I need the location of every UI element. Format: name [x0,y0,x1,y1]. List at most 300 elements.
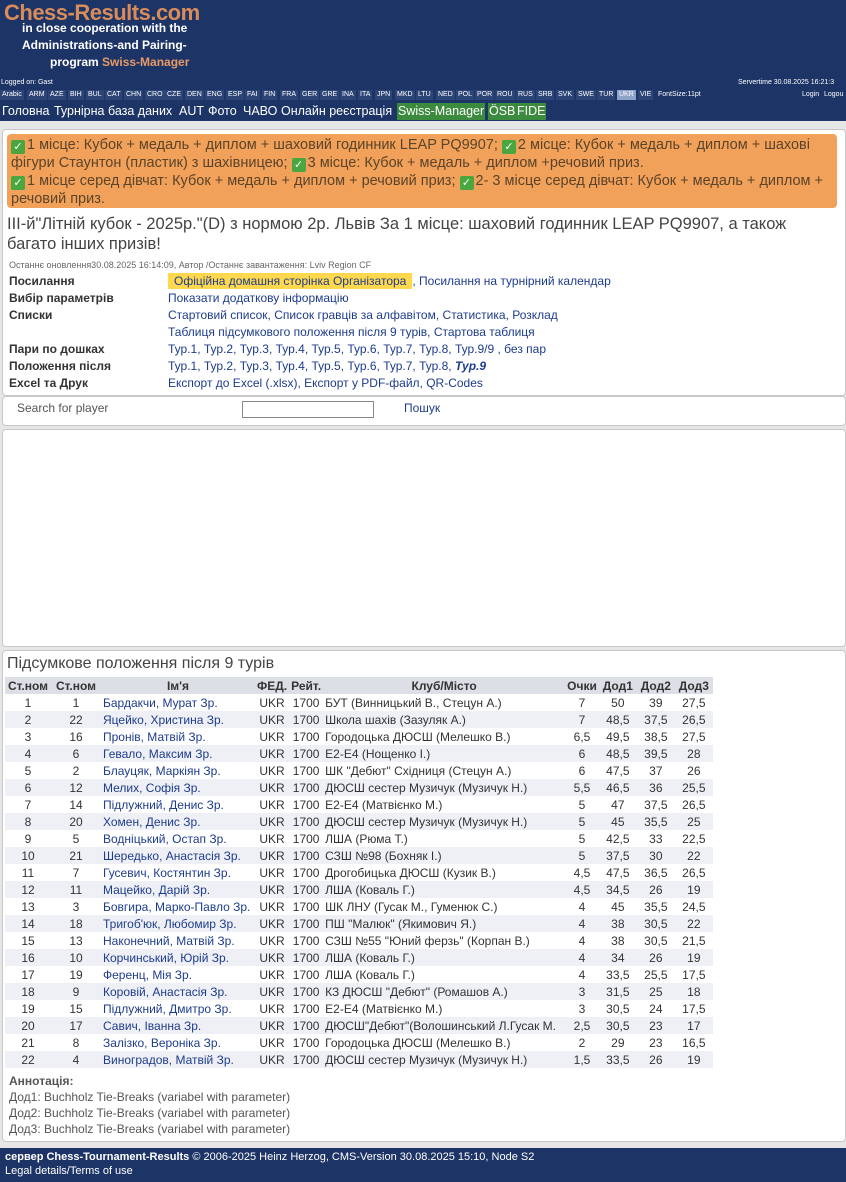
table-cell: 4 [565,898,599,915]
table-cell: UKR [255,1017,289,1034]
table-cell: 5 [565,813,599,830]
lang-eng[interactable]: ENG [207,91,223,98]
table-cell: 1700 [289,932,323,949]
ad-area [2,429,846,647]
player-name-link[interactable]: Коровій, Анастасія Зр. [101,983,255,1000]
table-cell: 4 [565,949,599,966]
footer-copyright: © 2006-2025 Heinz Herzog, CMS-Version 30.08.2025 15:10, Node S2 [192,1151,535,1163]
table-cell: UKR [255,830,289,847]
table-cell: 26,5 [675,711,713,728]
col-club[interactable]: Клуб/Місто [323,677,565,694]
lang-aze[interactable]: AZE [50,91,64,98]
logo-swiss-manager: Swiss-Manager [102,55,190,69]
table-cell: 24,5 [675,898,713,915]
table-cell: 1700 [289,694,323,711]
lang-rus[interactable]: RUS [518,91,533,98]
nav-faq[interactable]: ЧАВО [243,104,278,118]
table-cell: 29 [599,1034,637,1051]
table-cell: UKR [255,813,289,830]
player-name-link[interactable]: Блауцяк, Маркіян Зр. [101,762,255,779]
player-name-link[interactable]: Шередько, Анастасія Зр. [101,847,255,864]
legal-link[interactable]: Legal details/Terms of use [5,1165,133,1177]
table-cell: 25,5 [675,779,713,796]
table-cell: UKR [255,1051,289,1068]
table-cell: 14 [5,915,51,932]
site-header [0,0,846,78]
col-tb1[interactable]: Дод1 [599,677,637,694]
pairings-links[interactable]: Тур.1, Тур.2, Тур.3, Тур.4, Тур.5, Тур.6, Тур.7, Тур.8, Тур.9/9 , без пар [168,342,547,356]
table-cell: 9 [5,830,51,847]
last-updated: Останнє оновлення30.08.2025 16:14:09, Автор /Останнє завантаження: Lviv Region CF [9,260,372,270]
site-footer [0,1148,846,1182]
table-cell: UKR [255,796,289,813]
table-cell: 30,5 [637,932,675,949]
lang-rou[interactable]: ROU [497,91,513,98]
table-cell: СЗШ №55 "Юний ферзь" (Корпан В.) [323,932,565,949]
col-tb2[interactable]: Дод2 [637,677,675,694]
table-cell: 1700 [289,762,323,779]
lang-svk[interactable]: SVK [558,91,573,98]
table-cell: 5 [565,847,599,864]
table-cell: 26 [637,881,675,898]
nav-osb[interactable]: ÖSB [489,104,516,118]
lang-gre[interactable]: GRE [322,91,338,98]
table-cell: 28 [675,745,713,762]
table-row [5,847,713,864]
servertime-text: Servertime 30.08.2025 16:21:3 [738,79,835,86]
links-label: Посилання [9,274,75,288]
table-cell: 2,5 [565,1017,599,1034]
table-cell: 48,5 [599,711,637,728]
table-row [5,1051,713,1068]
table-cell: 1700 [289,949,323,966]
table-row [5,949,713,966]
table-cell: 8 [51,1034,101,1051]
lang-ukr[interactable]: UKR [619,91,634,98]
table-cell: 1700 [289,1051,323,1068]
table-cell: 1,5 [565,1051,599,1068]
lang-chn[interactable]: CHN [126,91,142,98]
show-more-info-link[interactable]: Показати додаткову інформацію [168,291,349,305]
table-cell: 38 [599,915,637,932]
table-cell: 26 [675,762,713,779]
lang-bih[interactable]: BIH [70,91,82,98]
export-links[interactable]: Експорт до Excel (.xlsx), Експорт у PDF-файл, QR-Codes [168,376,483,390]
standings-round-links[interactable]: Тур.1, Тур.2, Тур.3, Тур.4, Тур.5, Тур.6, Тур.7, Тур.8, [168,359,452,373]
lang-swe[interactable]: SWE [578,91,594,98]
player-name-link[interactable]: Мелих, Софія Зр. [101,779,255,796]
table-cell: 5 [565,830,599,847]
table-cell: 45 [599,813,637,830]
table-cell: ЛША (Рюма Т.) [323,830,565,847]
login-link[interactable]: Login [802,91,820,98]
table-cell: 1700 [289,966,323,983]
table-header [5,677,713,694]
table-cell: 18 [675,983,713,1000]
table-cell: 1700 [289,830,323,847]
player-name-link[interactable]: Залізко, Вероніка Зр. [101,1034,255,1051]
table-cell: 7 [565,711,599,728]
table-cell: 25,5 [637,966,675,983]
table-row [5,813,713,830]
table-cell: 27,5 [675,728,713,745]
footer-server: сервер Chess-Tournament-Results [5,1151,190,1163]
lang-pol[interactable]: POL [458,91,473,98]
lang-tur[interactable]: TUR [599,91,614,98]
table-cell: 22 [675,915,713,932]
lang-jpn[interactable]: JPN [377,91,391,98]
table-cell: 39 [637,694,675,711]
prize-2: 2 місце: Кубок + медаль + диплом + [517,137,761,153]
table-cell: 1700 [289,1034,323,1051]
table-cell: 6 [51,745,101,762]
table-cell: Школа шахів (Зазуляк А.) [323,711,565,728]
table-cell: 17 [675,1017,713,1034]
table-cell: 37,5 [637,711,675,728]
player-name-link[interactable]: Підлужний, Денис Зр. [101,796,255,813]
table-cell: UKR [255,915,289,932]
site-logo[interactable]: Chess-Results.com [4,0,200,25]
col-fed[interactable]: ФЕД. [257,678,288,693]
table-cell: 4 [5,745,51,762]
table-cell: 1 [5,694,51,711]
standings-after-label: Положення після [9,359,112,373]
nav-swiss-manager[interactable]: Swiss-Manager [398,104,485,118]
player-name-link[interactable]: Савич, Іванна Зр. [101,1017,255,1034]
table-cell: ПШ "Малюк" (Якимович Я.) [323,915,565,932]
table-cell: 5 [51,830,101,847]
table-cell: ЛША (Коваль Г.) [323,881,565,898]
table-row [5,1034,713,1051]
table-cell: 2 [51,762,101,779]
table-cell: 4,5 [565,881,599,898]
player-name-link[interactable]: Гусевич, Костянтин Зр. [101,864,255,881]
table-cell: 37,5 [599,847,637,864]
player-name-link[interactable]: Гевало, Максим Зр. [101,745,255,762]
table-cell: 12 [51,779,101,796]
table-cell: 45 [599,898,637,915]
table-cell: ШК "Дебют" Східниця (Стецун А.) [323,762,565,779]
table-cell: 47,5 [599,864,637,881]
table-cell: 34 [599,949,637,966]
table-row [5,932,713,949]
lang-fra[interactable]: FRA [282,91,296,98]
table-cell: 48,5 [599,745,637,762]
table-row [5,1000,713,1017]
standings-table [5,677,713,1068]
search-button[interactable]: Пошук [404,401,441,415]
check-icon: ✓ [11,140,25,154]
player-name-link[interactable]: Виноградов, Матвій Зр. [101,1051,255,1068]
table-cell: 50 [599,694,637,711]
table-cell: UKR [255,711,289,728]
logo-tagline-3-a: program [50,55,99,69]
check-icon: ✓ [460,176,474,190]
nav-online-registration[interactable]: Онлайн реєстрація [281,104,393,118]
table-cell: 20 [51,813,101,830]
lang-mkd[interactable]: MKD [397,91,413,98]
table-cell: 39,5 [637,745,675,762]
nav-photo[interactable]: Фото [208,104,237,118]
table-cell: 1700 [289,813,323,830]
table-cell: 3 [5,728,51,745]
table-cell: 30,5 [637,915,675,932]
table-cell: 1 [51,694,101,711]
nav-aut[interactable]: AUT [179,104,204,118]
col-rating[interactable]: Рейт. [289,677,323,694]
lang-bul[interactable]: BUL [88,91,102,98]
table-cell: 35,5 [637,813,675,830]
table-cell: 22 [675,847,713,864]
table-cell: 4 [565,932,599,949]
table-cell: 13 [51,932,101,949]
col-start-no[interactable]: Ст.ном [51,677,101,694]
nav-home[interactable]: Головна [2,104,50,118]
table-cell: 1700 [289,864,323,881]
table-row [5,728,713,745]
table-row [5,966,713,983]
table-cell: 7 [5,796,51,813]
table-row [5,915,713,932]
table-cell: UKR [255,728,289,745]
table-cell: 13 [5,898,51,915]
table-cell: 23 [637,1017,675,1034]
table-cell: UKR [255,881,289,898]
lang-ita[interactable]: ITA [360,91,371,98]
table-cell: 8 [5,813,51,830]
table-cell: 1700 [289,983,323,1000]
lang-cro[interactable]: CRO [147,91,163,98]
table-cell: 19 [675,881,713,898]
table-cell: 3 [51,898,101,915]
table-cell: 38,5 [637,728,675,745]
player-name-link[interactable]: Водніцький, Остап Зр. [101,830,255,847]
table-cell: 4 [565,915,599,932]
table-cell: 4,5 [565,864,599,881]
prize-banner [7,134,837,208]
table-cell: 1700 [289,847,323,864]
col-rank[interactable]: Ст.ном [5,677,51,694]
lists-links-2[interactable]: Таблиця підсумкового положення після 9 турів, Стартова таблиця [168,325,535,339]
lang-fin[interactable]: FIN [264,91,276,98]
table-cell: 49,5 [599,728,637,745]
logo-tagline-2: Administrations-and Pairing- [22,38,187,52]
col-tb3[interactable]: Дод3 [675,677,713,694]
lang-ger[interactable]: GER [302,91,318,98]
table-cell: 22,5 [675,830,713,847]
table-cell: 6 [565,745,599,762]
table-cell: 14 [51,796,101,813]
table-cell: 26,5 [675,864,713,881]
lang-por[interactable]: POR [477,91,493,98]
table-cell: Е2-Е4 (Нощенко І.) [323,745,565,762]
table-cell: 11 [5,864,51,881]
table-cell: КЗ ДЮСШ "Дебют" (Ромашов А.) [323,983,565,1000]
lang-srb[interactable]: SRB [538,91,553,98]
table-cell: 16 [51,728,101,745]
table-cell: 27,5 [675,694,713,711]
table-row [5,881,713,898]
table-cell: 21,5 [675,932,713,949]
prize-4: 1 місце серед дівчат: Кубок + медаль + диплом + речовий приз; [27,173,456,189]
table-cell: 36 [637,779,675,796]
table-cell: 12 [5,881,51,898]
player-name-link[interactable]: Корчинський, Юрій Зр. [101,949,255,966]
table-cell: СЗШ №98 (Бохняк І.) [323,847,565,864]
table-cell: 22 [5,1051,51,1068]
table-cell: 15 [5,932,51,949]
table-cell: ДЮСШ сестер Музичук (Музичук Н.) [323,1051,565,1068]
player-name-link[interactable]: Бовгира, Марко-Павло Зр. [101,898,255,915]
table-cell: 9 [51,983,101,1000]
table-cell: 47,5 [599,762,637,779]
table-cell: 34,5 [599,881,637,898]
table-cell: 11 [51,881,101,898]
table-cell: 21 [51,847,101,864]
table-cell: UKR [255,949,289,966]
table-cell: 17,5 [675,1000,713,1017]
table-cell: 6,5 [565,728,599,745]
player-name-link[interactable]: Хомен, Денис Зр. [101,813,255,830]
lang-cze[interactable]: CZE [167,91,181,98]
player-name-link[interactable]: Наконечний, Матвій Зр. [101,932,255,949]
main-nav [0,101,846,121]
table-cell: 10 [5,847,51,864]
table-row [5,1017,713,1034]
player-name-link[interactable]: Підлужний, Дмитро Зр. [101,1000,255,1017]
organizer-homepage-link[interactable]: Офіційна домашня сторінка Організатора [168,273,412,289]
table-cell: 30 [637,847,675,864]
table-cell: 15 [51,1000,101,1017]
table-cell: UKR [255,898,289,915]
table-cell: 26 [637,1051,675,1068]
table-cell: 1700 [289,779,323,796]
player-name-link[interactable]: Тригоб'юк, Любомир Зр. [101,915,255,932]
lang-cat[interactable]: CAT [107,91,121,98]
table-cell: 37 [637,762,675,779]
export-label: Excel та Друк [9,376,88,390]
table-cell: 19 [5,1000,51,1017]
lang-ina[interactable]: INA [342,91,354,98]
table-cell: UKR [255,762,289,779]
table-cell: ЛША (Коваль Г.) [323,966,565,983]
table-cell: 5 [565,796,599,813]
table-cell: 6 [565,762,599,779]
annotation-tb1: Дод1: Buchholz Tie-Breaks (variabel with parameter) [9,1090,291,1104]
lang-vie[interactable]: VIE [640,91,652,98]
params-label: Вибір параметрів [9,291,114,305]
table-cell: UKR [255,983,289,1000]
table-cell: 3 [565,1000,599,1017]
logged-on-text: Logged on: Gast [1,79,53,86]
table-cell: 46,5 [599,779,637,796]
table-cell: ЛША (Коваль Г.) [323,949,565,966]
lang-arabic[interactable]: Arabic [2,91,22,98]
table-cell: 6 [5,779,51,796]
table-cell: 5,5 [565,779,599,796]
player-name-link[interactable]: Яцейко, Христина Зр. [101,711,255,728]
lang-ltu[interactable]: LTU [418,91,431,98]
lang-den[interactable]: DEN [187,91,202,98]
table-cell: 16 [5,949,51,966]
annotation-tb3: Дод3: Buchholz Tie-Breaks (variabel with parameter) [9,1122,291,1136]
table-cell: 31,5 [599,983,637,1000]
table-cell: UKR [255,847,289,864]
check-icon: ✓ [502,140,516,154]
lang-fai[interactable]: FAI [247,91,258,98]
table-cell: 7 [565,694,599,711]
table-cell: 19 [675,949,713,966]
nav-tournament-db[interactable]: Турнірна база даних [54,104,173,118]
info-bar [0,78,846,89]
table-cell: 22 [51,711,101,728]
table-row [5,694,713,711]
table-cell: 37,5 [637,796,675,813]
prize-5b: диплом + речовий приз. [11,173,824,207]
table-cell: ДЮСШ сестер Музичук (Музичук Н.) [323,779,565,796]
player-name-link[interactable]: Ференц, Мія Зр. [101,966,255,983]
nav-fide[interactable]: FIDE [517,104,546,118]
prize-3: 3 місце: Кубок + медаль + диплом +речовий приз. [307,155,644,171]
table-cell: UKR [255,864,289,881]
table-cell: 25 [637,983,675,1000]
calendar-link[interactable]: Посилання на турнірний календар [419,274,611,288]
table-row [5,898,713,915]
table-cell: 1700 [289,915,323,932]
language-bar [0,89,846,101]
table-cell: ДЮСШ"Дебют"(Волошинський Л.Гусак М. [323,1017,565,1034]
table-cell: 1700 [289,711,323,728]
table-cell: 1700 [289,1000,323,1017]
logout-link[interactable]: Logou [824,91,844,98]
table-cell: 16,5 [675,1034,713,1051]
table-cell: 5 [5,762,51,779]
table-cell: БУТ (Винницький В., Стецун А.) [323,694,565,711]
table-cell: ДЮСШ сестер Музичук (Музичук Н.) [323,813,565,830]
search-input[interactable] [242,401,374,418]
col-points[interactable]: Очки [567,678,597,693]
font-size-setting[interactable]: FontSize:11pt [658,91,701,98]
player-name-link[interactable]: Мацейко, Дарій Зр. [101,881,255,898]
prize-5: 2- 3 місце серед дівчат: Кубок + медаль + [475,173,756,189]
table-cell: 42,5 [599,830,637,847]
table-cell: 17 [51,1017,101,1034]
table-row [5,745,713,762]
table-cell: Городоцька ДЮСШ (Мелешко В.) [323,728,565,745]
table-cell: Дрогобицька ДЮСШ (Кузик В.) [323,864,565,881]
table-cell: 1700 [289,1017,323,1034]
col-name[interactable]: Ім'я [101,677,255,694]
table-cell: 4 [565,966,599,983]
table-cell: UKR [255,1034,289,1051]
table-cell: 19 [51,966,101,983]
table-cell: 20 [5,1017,51,1034]
lists-links-1[interactable]: Стартовий список, Список гравців за алфавітом, Статистика, Розклад [168,308,558,322]
lang-arm[interactable]: ARM [29,91,45,98]
player-name-link[interactable]: Пронів, Матвій Зр. [101,728,255,745]
table-cell: 7 [51,864,101,881]
table-cell: 25 [675,813,713,830]
pairings-label: Пари по дошках [9,342,105,356]
table-cell: 38 [599,932,637,949]
table-cell: UKR [255,779,289,796]
player-name-link[interactable]: Бардакчи, Мурат Зр. [101,694,255,711]
table-cell: 2 [565,1034,599,1051]
annotations [9,1073,290,1137]
lang-ned[interactable]: NED [438,91,453,98]
table-cell: 19 [675,1051,713,1068]
lang-esp[interactable]: ESP [228,91,243,98]
